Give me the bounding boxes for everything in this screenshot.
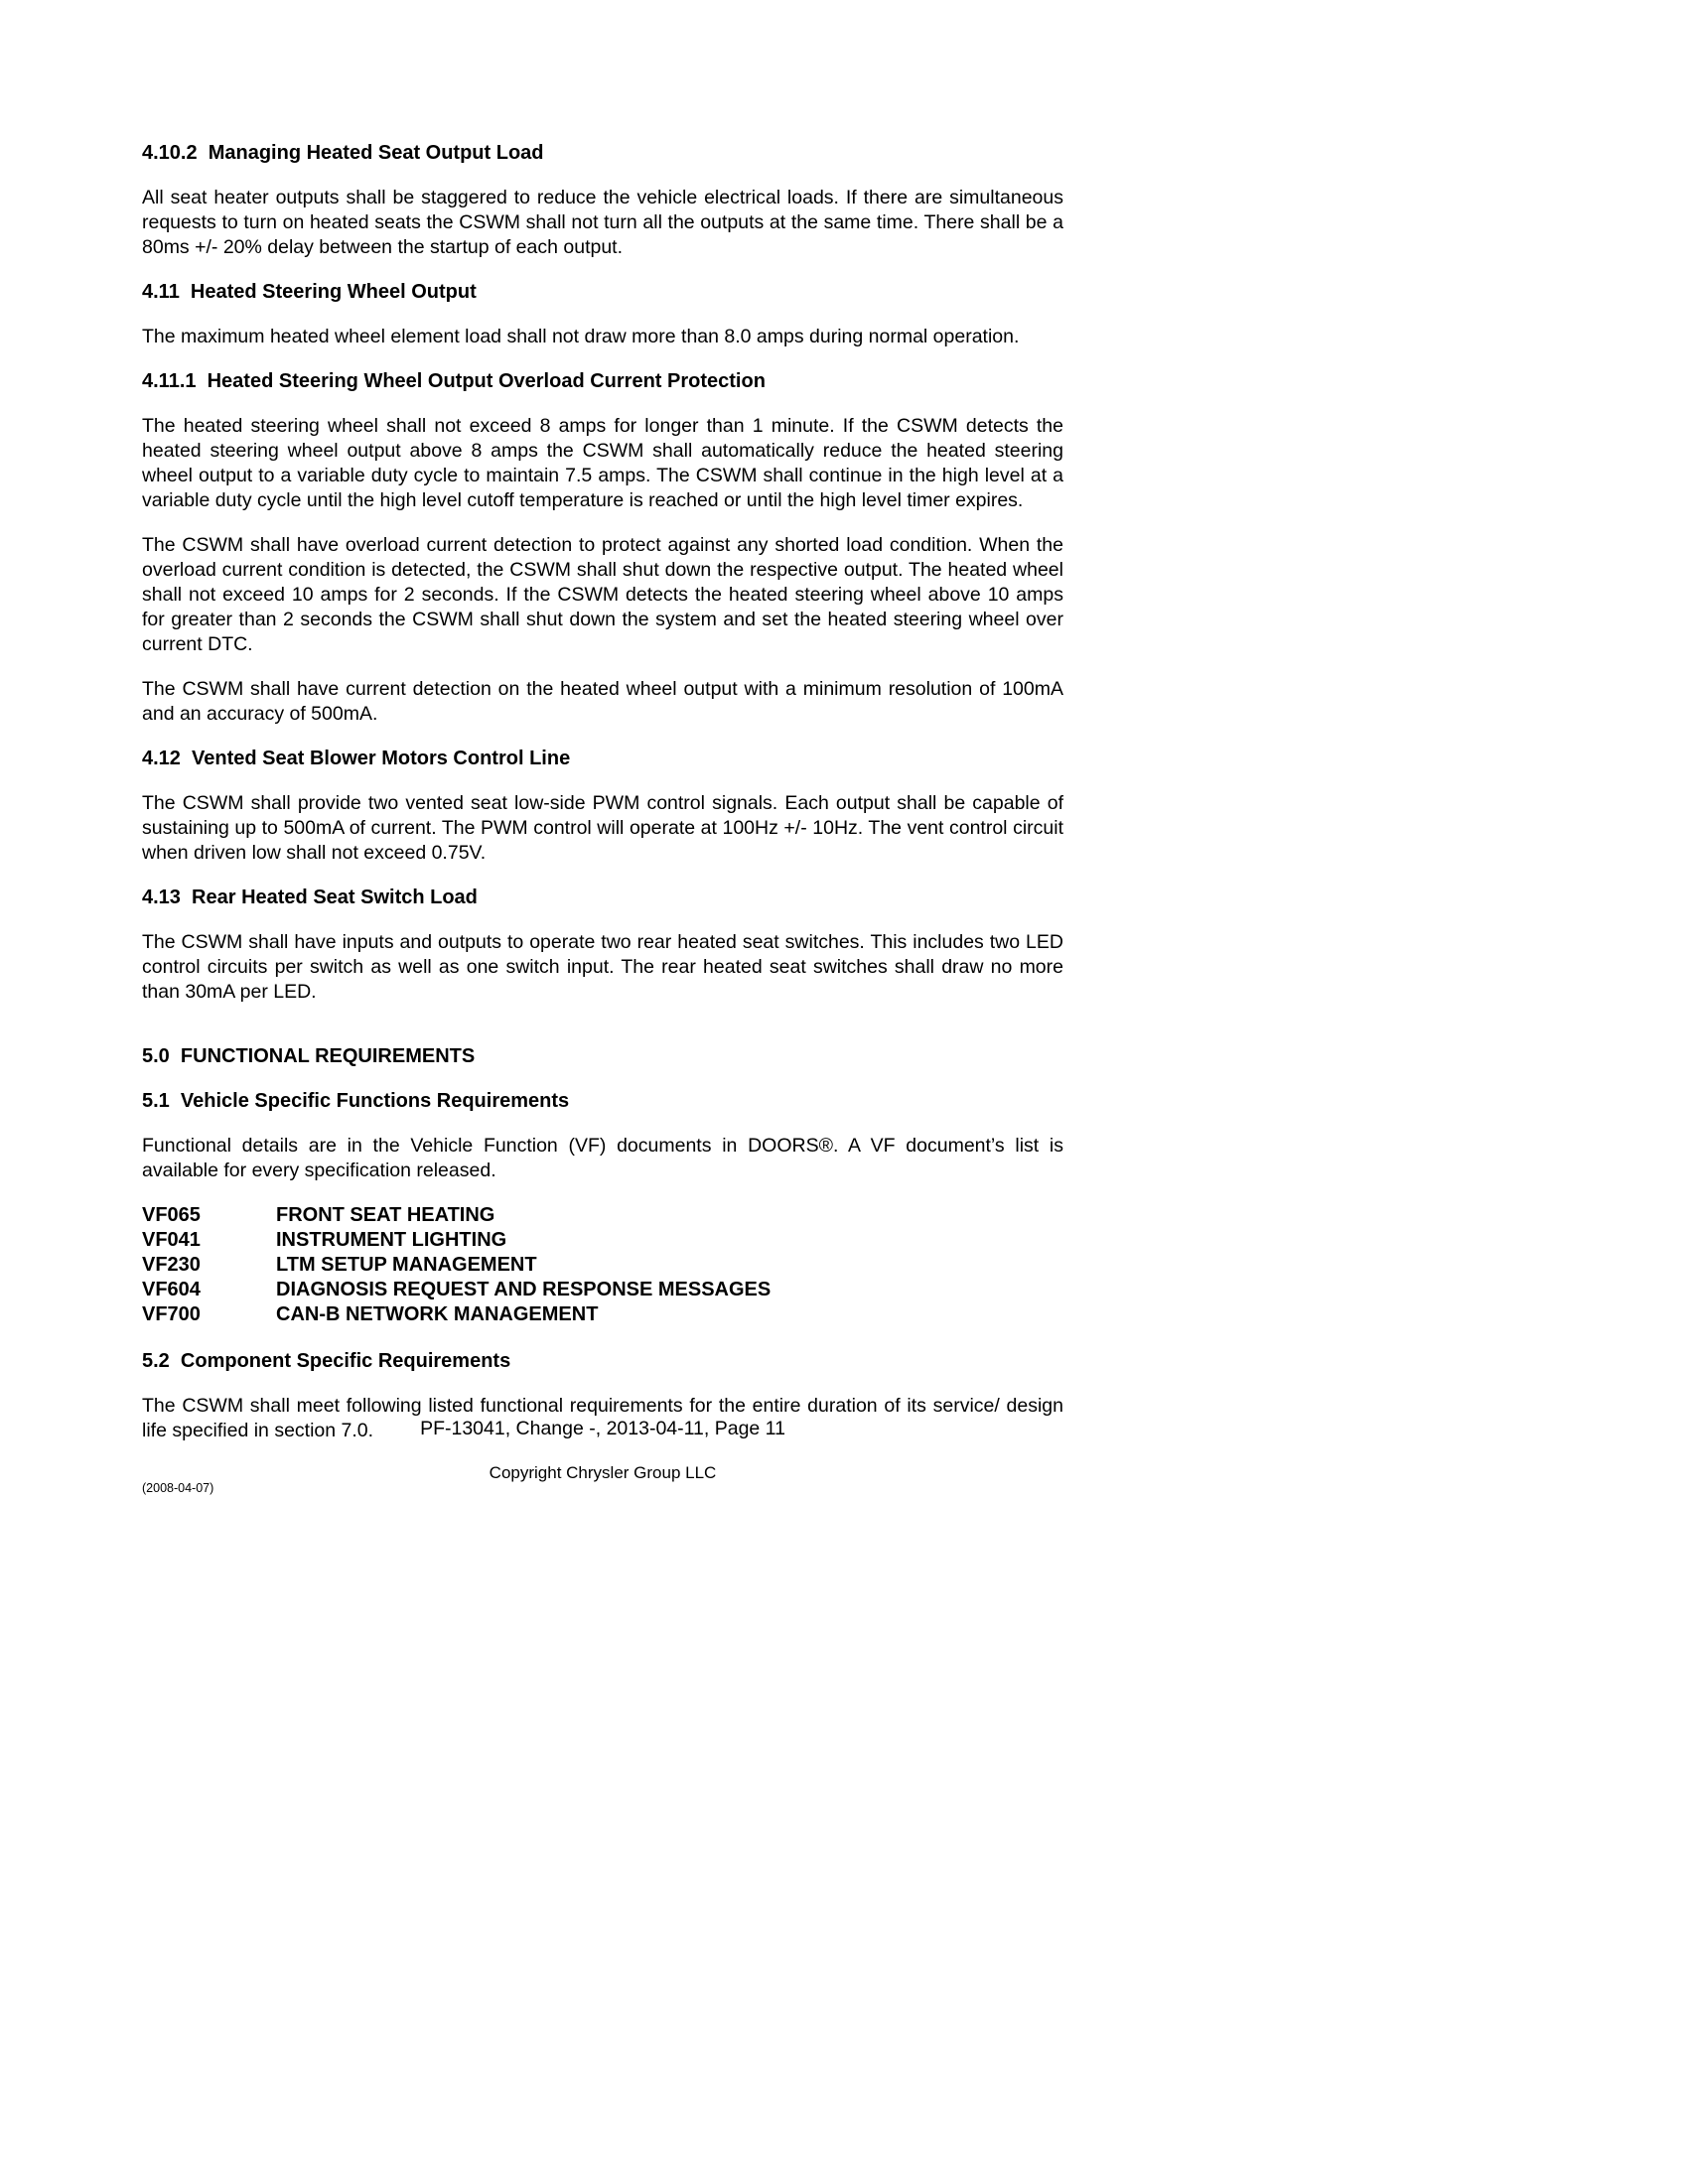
vf-code: VF700 [142, 1303, 201, 1325]
section-heading-4-13: 4.13 Rear Heated Seat Switch Load [142, 887, 478, 908]
section-heading-4-11: 4.11 Heated Steering Wheel Output [142, 281, 477, 303]
paragraph-4-12-1: The CSWM shall provide two vented seat low-side PWM control signals. Each output shall be capable of sustaining up to 500mA of current. The PWM control will operate at 100Hz +/- 10Hz. The vent control circuit when driven low shall not exceed 0.75V. [142, 792, 1063, 864]
paragraph-4-11-1-3: The CSWM shall have current detection on the heated wheel output with a minimum resolution of 100mA and an accuracy of 500mA. [142, 678, 1063, 725]
paragraph-4-10-2-1: All seat heater outputs shall be staggered to reduce the vehicle electrical loads. If there are simultaneous requests to turn on heated seats the CSWM shall not turn all the outputs at the same time. There shall be a 80ms +/- 20% delay between the startup of each output. [142, 187, 1063, 258]
vf-row [142, 1228, 1063, 1253]
paragraph-4-11-1-1: The heated steering wheel shall not exceed 8 amps for longer than 1 minute. If the CSWM detects the heated steering wheel output above 8 amps the CSWM shall automatically reduce the heated steering wheel output to a variable duty cycle to maintain 7.5 amps. The CSWM shall continue in the high level at a variable duty cycle until the high level cutoff temperature is reached or until the high level timer expires. [142, 415, 1063, 511]
section-heading-4-10-2: 4.10.2 Managing Heated Seat Output Load [142, 142, 544, 164]
paragraph-5-1-1: Functional details are in the Vehicle Function (VF) documents in DOORS®. A VF document’s list is available for every specification released. [142, 1135, 1063, 1181]
section-heading-4-11-1: 4.11.1 Heated Steering Wheel Output Overload Current Protection [142, 370, 766, 392]
paragraph-4-13-1: The CSWM shall have inputs and outputs to operate two rear heated seat switches. This includes two LED control circuits per switch as well as one switch input. The rear heated seat switches shall draw no more than 30mA per LED. [142, 931, 1063, 1003]
vf-code: VF041 [142, 1229, 201, 1251]
paragraph-4-11-1-2: The CSWM shall have overload current detection to protect against any shorted load condition. When the overload current condition is detected, the CSWM shall shut down the respective output. The heated wheel shall not exceed 10 amps for 2 seconds. If the CSWM detects the heated steering wheel above 10 amps for greater than 2 seconds the CSWM shall shut down the system and set the heated steering wheel over current DTC. [142, 534, 1063, 655]
footer-copyright: Copyright Chrysler Group LLC [489, 1463, 717, 1482]
vf-code: VF065 [142, 1204, 201, 1226]
vf-label: DIAGNOSIS REQUEST AND RESPONSE MESSAGES [276, 1279, 772, 1300]
section-heading-5-2: 5.2 Component Specific Requirements [142, 1350, 511, 1372]
vf-row [142, 1253, 1063, 1278]
vf-label: LTM SETUP MANAGEMENT [276, 1254, 537, 1276]
section-heading-5-0: 5.0 FUNCTIONAL REQUIREMENTS [142, 1045, 476, 1067]
vf-code: VF604 [142, 1279, 201, 1300]
paragraph-4-11-1: The maximum heated wheel element load shall not draw more than 8.0 amps during normal operation. [142, 326, 1020, 347]
vf-label: INSTRUMENT LIGHTING [276, 1229, 507, 1251]
vf-document-list [142, 1203, 1063, 1327]
vf-label: FRONT SEAT HEATING [276, 1204, 495, 1226]
vf-row [142, 1203, 1063, 1228]
vf-row [142, 1302, 1063, 1327]
section-heading-4-12: 4.12 Vented Seat Blower Motors Control Line [142, 748, 571, 769]
revision-note: (2008-04-07) [142, 1481, 214, 1495]
document-body [142, 141, 1063, 1463]
section-heading-5-1: 5.1 Vehicle Specific Functions Requirements [142, 1090, 570, 1112]
footer-doc-line: PF-13041, Change -, 2013-04-11, Page 11 [420, 1418, 785, 1439]
paragraph-5-2-1: The CSWM shall meet following listed functional requirements for the entire duration of its service/ design life specified in section 7.0. [142, 1395, 1063, 1441]
vf-label: CAN-B NETWORK MANAGEMENT [276, 1303, 599, 1325]
vf-row [142, 1278, 1063, 1302]
vf-code: VF230 [142, 1254, 201, 1276]
